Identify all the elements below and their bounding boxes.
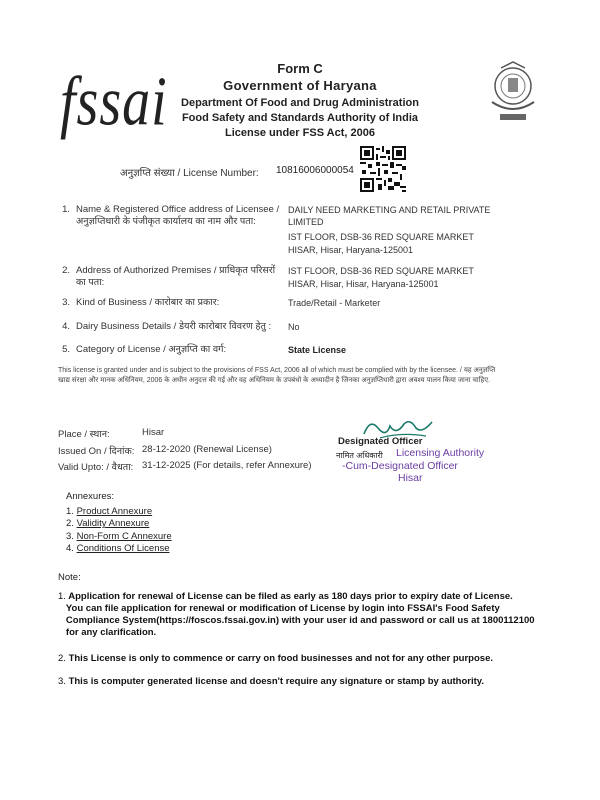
form-title: Form C: [277, 61, 323, 76]
note-line: You can file application for renewal or modification of License by login into FSSAI's Food Safety: [65, 603, 500, 614]
annexure-number: 2.: [66, 518, 74, 529]
annexure-link-text[interactable]: Product Annexure: [76, 506, 153, 517]
issued-on-label: Issued On / दिनांक:: [58, 446, 135, 457]
note-number: 1.: [58, 591, 66, 602]
license-act-title: License under FSS Act, 2006: [225, 127, 375, 139]
authority-title: Food Safety and Standards Authority of India: [181, 112, 419, 124]
valid-upto-value: 31-12-2025 (For details, refer Annexure): [142, 460, 312, 471]
license-number-value: 10816006000054: [276, 165, 354, 176]
premises-address-line: IST FLOOR, DSB-36 RED SQUARE MARKET: [288, 266, 474, 276]
note-item: [58, 676, 538, 688]
field-number: 3.: [62, 297, 70, 308]
note-title: Note:: [58, 572, 81, 583]
designated-officer-title-hindi: नामित अधिकारी: [336, 451, 383, 460]
license-number-label: अनुज्ञप्ति संख्या / License Number:: [120, 168, 259, 179]
licensee-name-value: DAILY NEED MARKETING AND RETAIL PRIVATE LIMITED: [288, 205, 491, 227]
authority-stamp-line: Licensing Authority: [396, 447, 485, 459]
annexure-number: 1.: [66, 506, 74, 517]
annexures-title: Annexures:: [66, 491, 115, 502]
license-category-value: State License: [288, 345, 347, 355]
annexure-link-text[interactable]: Validity Annexure: [76, 518, 150, 529]
note-line: Application for renewal of License can be filed as early as 180 days prior to expiry date of License.: [68, 591, 513, 602]
issued-on-value: 28-12-2020 (Renewal License): [142, 444, 272, 455]
note-number: 2.: [58, 653, 66, 664]
note-line: This License is only to commence or carry on food businesses and not for any other purpose.: [68, 653, 493, 664]
note-item: [58, 653, 538, 665]
qr-code-icon: [360, 146, 406, 192]
fssai-logo: fssai: [60, 63, 168, 141]
grant-statement: This license is granted under and is subject to the provisions of FSS Act, 2006 all of which must be complied with by the licensee. / यह अनुज्ञप्ति खाद्य संरक्षा और मानक अधिनियम, 2006 के अधीन अनुदत्त की गई और वह अधिनियम के उपबंधो के अध्यादीन है जिनका अनुज्ञप्तिधारी द्वारा अवश्य पालन किया जाना चाहिए.: [58, 367, 496, 384]
note-line: Compliance System(https://foscos.fssai.gov.in) with your user id and password or call us at 1800112100: [65, 615, 535, 626]
premises-address-line: HISAR, Hisar, Hisar, Haryana-125001: [288, 279, 439, 289]
business-kind-label: Kind of Business / कारोबार का प्रकार:: [76, 297, 220, 308]
dairy-business-label: Dairy Business Details / डेयरी कारोबार विवरण हेतु :: [76, 321, 272, 332]
licensee-name-label: Name & Registered Office address of Licensee / अनुज्ञप्तिधारी के पंजीकृत कार्यालय का नाम और पता:: [76, 204, 280, 227]
annexure-link[interactable]: [66, 531, 172, 542]
government-title: Government of Haryana: [223, 78, 377, 93]
annexure-number: 3.: [66, 531, 74, 542]
annexure-link[interactable]: [66, 518, 149, 529]
field-number: 5.: [62, 344, 70, 355]
place-value: Hisar: [142, 427, 165, 438]
field-number: 4.: [62, 321, 70, 332]
authority-stamp-line: -Cum-Designated Officer: [342, 460, 458, 472]
authority-stamp-line: Hisar: [398, 472, 423, 484]
department-title: Department Of Food and Drug Administration: [181, 97, 419, 109]
note-line: This is computer generated license and doesn't require any signature or stamp by authority.: [68, 676, 485, 687]
field-number: 2.: [62, 265, 70, 276]
dairy-business-value: No: [288, 322, 300, 332]
business-kind-value: Trade/Retail - Marketer: [288, 298, 381, 308]
note-item: [58, 591, 538, 639]
haryana-emblem-icon: [486, 60, 540, 124]
note-number: 3.: [58, 676, 66, 687]
annexure-link[interactable]: [66, 506, 152, 517]
licensee-address-line: HISAR, Hisar, Haryana-125001: [288, 245, 414, 255]
valid-upto-label: Valid Upto: / वैधता:: [58, 462, 134, 473]
place-label: Place / स्थान:: [58, 429, 110, 440]
annexure-link-text[interactable]: Conditions Of License: [76, 543, 170, 554]
license-category-label: Category of License / अनुज्ञप्ति का वर्ग:: [76, 344, 227, 355]
premises-address-label: Address of Authorized Premises / प्राधिकृत परिसरों का पता:: [76, 265, 276, 288]
annexure-link[interactable]: [66, 543, 170, 554]
note-line: for any clarification.: [65, 627, 157, 638]
designated-officer-title: Designated Officer: [338, 436, 423, 447]
annexure-number: 4.: [66, 543, 74, 554]
field-number: 1.: [62, 204, 70, 215]
annexure-link-text[interactable]: Non-Form C Annexure: [76, 531, 172, 542]
licensee-address-line: IST FLOOR, DSB-36 RED SQUARE MARKET: [288, 232, 474, 242]
